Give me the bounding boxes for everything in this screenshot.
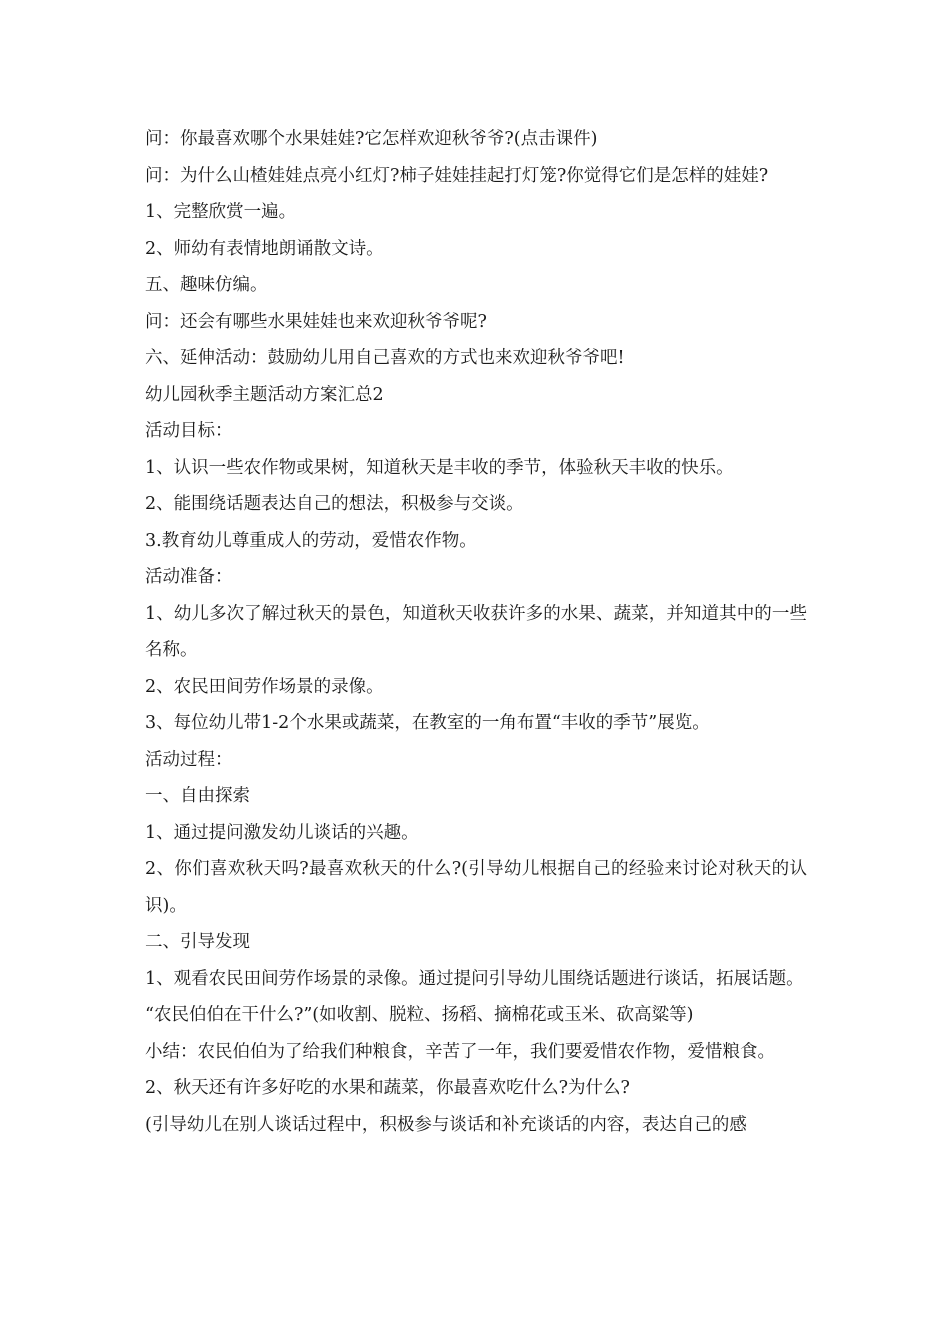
- paragraph: 1、观看农民田间劳作场景的录像。通过提问引导幼儿围绕话题进行谈话，拓展话题。: [145, 968, 804, 989]
- paragraph: 小结：农民伯伯为了给我们种粮食，辛苦了一年，我们要爱惜农作物，爱惜粮食。: [145, 1041, 775, 1062]
- section-heading: 活动目标：: [145, 421, 233, 441]
- paragraph: 1、完整欣赏一遍。: [145, 202, 297, 222]
- paragraph: 1、幼儿多次了解过秋天的景色，知道秋天收获许多的水果、蔬菜，并知道其中的一些名称。: [145, 603, 807, 660]
- paragraph: “农民伯伯在干什么?”(如收割、脱粒、扬稻、摘棉花或玉米、砍高粱等): [145, 1005, 694, 1025]
- section-heading: 活动过程：: [145, 749, 233, 770]
- paragraph: 问：为什么山楂娃娃点亮小红灯?柿子娃娃挂起打灯笼?你觉得它们是怎样的娃娃?: [145, 165, 769, 186]
- paragraph: 问：还会有哪些水果娃娃也来欢迎秋爷爷呢?: [145, 311, 487, 332]
- paragraph: 3、每位幼儿带1-2个水果或蔬菜，在教室的一角布置“丰收的季节”展览。: [145, 713, 710, 733]
- paragraph: 2、能围绕话题表达自己的想法，积极参与交谈。: [145, 494, 524, 514]
- document-subtitle: 幼儿园秋季主题活动方案汇总2: [145, 384, 384, 405]
- section-heading: 活动准备：: [145, 567, 233, 587]
- paragraph: 1、认识一些农作物或果树，知道秋天是丰收的季节，体验秋天丰收的快乐。: [145, 457, 734, 478]
- paragraph: 2、你们喜欢秋天吗?最喜欢秋天的什么?(引导幼儿根据自己的经验来讨论对秋天的认识)。: [145, 859, 807, 916]
- paragraph: (引导幼儿在别人谈话过程中，积极参与谈话和补充谈话的内容，表达自己的感: [145, 1114, 747, 1135]
- paragraph: 1、通过提问激发幼儿谈话的兴趣。: [145, 822, 419, 843]
- paragraph: 问：你最喜欢哪个水果娃娃?它怎样欢迎秋爷爷?(点击课件): [145, 129, 598, 149]
- section-heading: 六、延伸活动：鼓励幼儿用自己喜欢的方式也来欢迎秋爷爷吧!: [145, 348, 625, 368]
- section-heading: 二、引导发现: [145, 932, 250, 952]
- document-body: [145, 121, 807, 1143]
- section-heading: 五、趣味仿编。: [145, 275, 268, 295]
- paragraph: 2、师幼有表情地朗诵散文诗。: [145, 238, 384, 259]
- paragraph: 3.教育幼儿尊重成人的劳动，爱惜农作物。: [145, 530, 477, 551]
- paragraph: 2、秋天还有许多好吃的水果和蔬菜，你最喜欢吃什么?为什么?: [145, 1078, 630, 1098]
- section-heading: 一、自由探索: [145, 786, 250, 806]
- paragraph: 2、农民田间劳作场景的录像。: [145, 676, 384, 697]
